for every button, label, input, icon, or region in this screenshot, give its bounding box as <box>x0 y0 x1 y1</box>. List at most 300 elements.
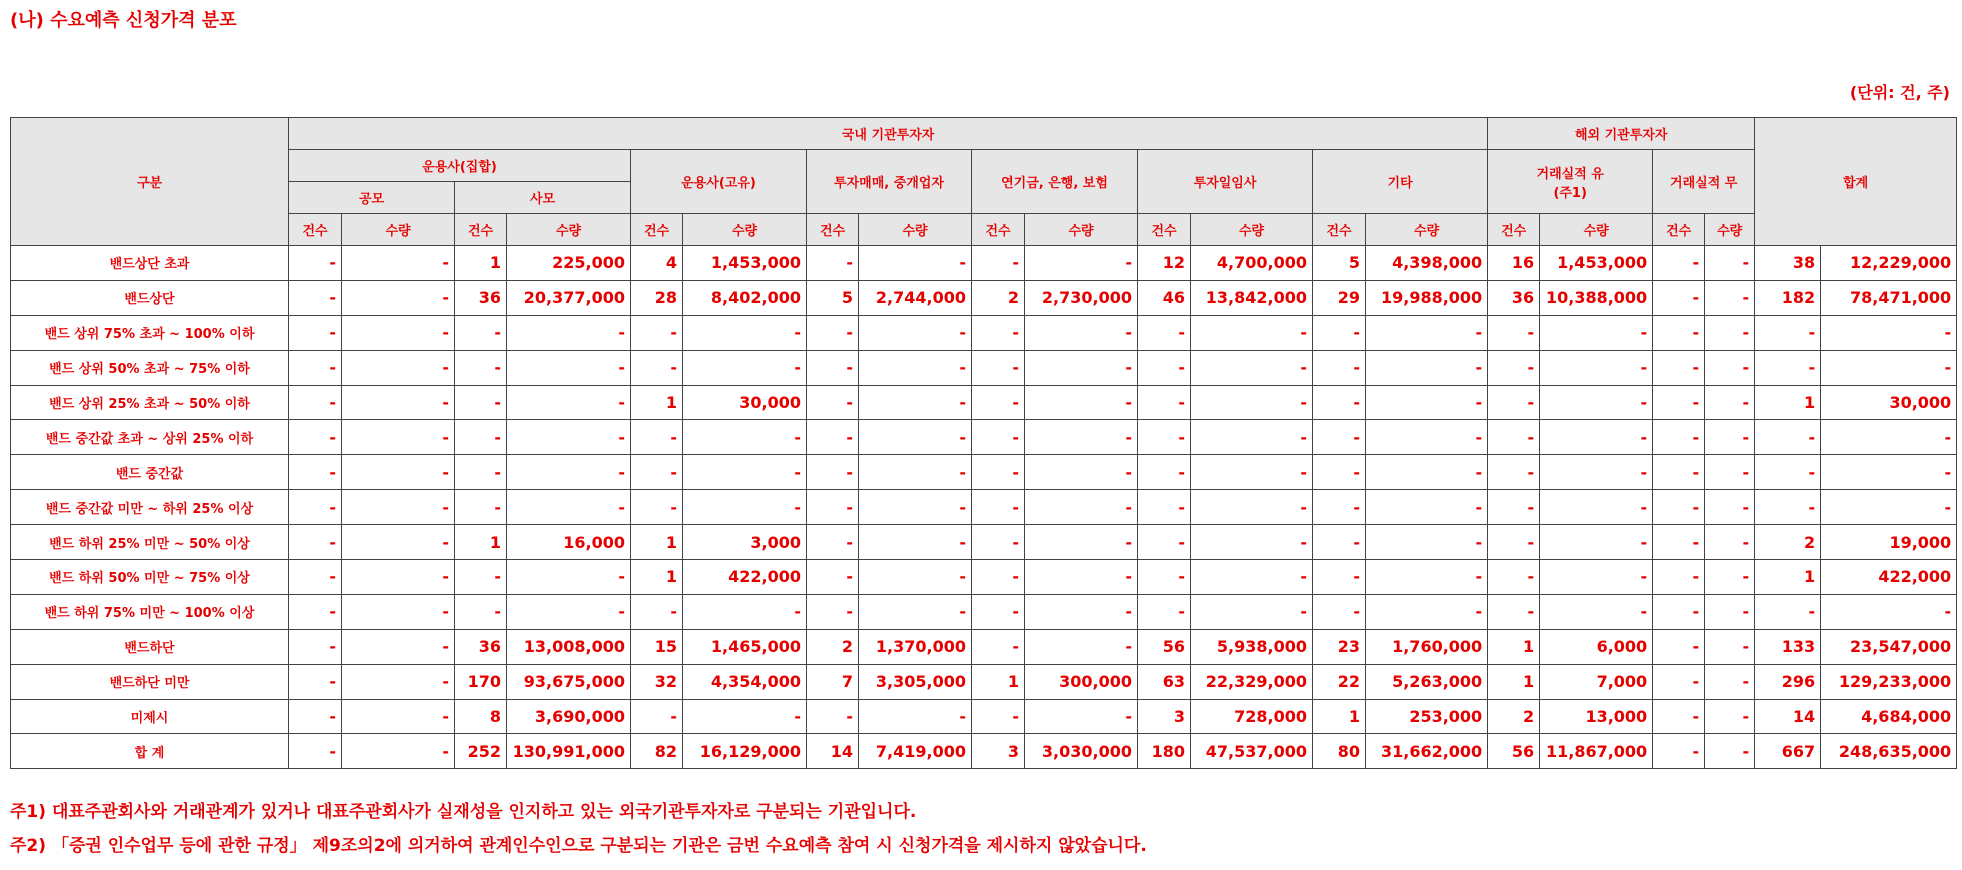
count-cell: - <box>1138 420 1191 455</box>
count-cell: 23 <box>1313 629 1366 664</box>
quantity-cell: - <box>1705 490 1755 525</box>
count-cell: - <box>1313 525 1366 560</box>
quantity-cell: - <box>1366 525 1488 560</box>
trade-record-yes-note: (주1) <box>1553 185 1587 201</box>
count-cell: - <box>289 350 342 385</box>
count-cell: - <box>1755 315 1821 350</box>
quantity-cell: 12,229,000 <box>1821 246 1957 281</box>
row-label: 밴드 중간값 미만 ~ 하위 25% 이상 <box>11 490 289 525</box>
header-public-offering: 공모 <box>289 182 455 214</box>
count-cell: - <box>972 246 1025 281</box>
count-cell: - <box>1313 560 1366 595</box>
quantity-cell: - <box>1821 315 1957 350</box>
row-label: 밴드 상위 50% 초과 ~ 75% 이하 <box>11 350 289 385</box>
header-trade-record-no: 거래실적 무 <box>1653 150 1755 214</box>
count-cell: 1 <box>1755 385 1821 420</box>
count-cell: 36 <box>455 629 507 664</box>
quantity-cell: - <box>1705 420 1755 455</box>
count-cell: - <box>1138 594 1191 629</box>
quantity-cell: 16,000 <box>507 525 631 560</box>
quantity-cell: 16,129,000 <box>683 734 807 769</box>
quantity-cell: - <box>1025 385 1138 420</box>
row-label: 밴드하단 미만 <box>11 664 289 699</box>
count-cell: - <box>1653 699 1705 734</box>
count-cell: - <box>455 420 507 455</box>
quantity-cell: - <box>1025 490 1138 525</box>
quantity-cell: 130,991,000 <box>507 734 631 769</box>
header-asset-mgmt-collective: 운용사(집합) <box>289 150 631 182</box>
subheader-count: 건수 <box>1313 214 1366 246</box>
quantity-cell: - <box>1191 385 1313 420</box>
table-body <box>11 246 1957 769</box>
count-cell: - <box>289 699 342 734</box>
count-cell: 29 <box>1313 280 1366 315</box>
count-cell: - <box>1313 350 1366 385</box>
table-row <box>11 594 1957 629</box>
count-cell: - <box>972 455 1025 490</box>
count-cell: - <box>972 699 1025 734</box>
table-row <box>11 385 1957 420</box>
footnote-2: 주2) 「증권 인수업무 등에 관한 규정」 제9조의2에 의거하여 관계인수인으로 구분되는 기관은 금번 수요예측 참여 시 신청가격을 제시하지 않았습니다. <box>10 836 1147 856</box>
count-cell: - <box>455 455 507 490</box>
row-label: 밴드 상위 25% 초과 ~ 50% 이하 <box>11 385 289 420</box>
count-cell: 133 <box>1755 629 1821 664</box>
count-cell: 46 <box>1138 280 1191 315</box>
count-cell: - <box>1313 490 1366 525</box>
count-cell: - <box>807 560 859 595</box>
quantity-cell: 19,000 <box>1821 525 1957 560</box>
subheader-row <box>11 214 1957 246</box>
count-cell: - <box>631 420 683 455</box>
quantity-cell: - <box>1821 420 1957 455</box>
subheader-quantity: 수량 <box>1191 214 1313 246</box>
table-row <box>11 560 1957 595</box>
quantity-cell: - <box>1705 350 1755 385</box>
count-cell: 296 <box>1755 664 1821 699</box>
quantity-cell: 5,263,000 <box>1366 664 1488 699</box>
count-cell: - <box>972 629 1025 664</box>
subheader-count: 건수 <box>1138 214 1191 246</box>
subheader-count: 건수 <box>807 214 859 246</box>
quantity-cell: - <box>1366 490 1488 525</box>
subheader-quantity: 수량 <box>1366 214 1488 246</box>
quantity-cell: 248,635,000 <box>1821 734 1957 769</box>
count-cell: 1 <box>455 246 507 281</box>
quantity-cell: - <box>1821 455 1957 490</box>
quantity-cell: - <box>1705 629 1755 664</box>
count-cell: - <box>807 350 859 385</box>
count-cell: 2 <box>972 280 1025 315</box>
section-title: (나) 수요예측 신청가격 분포 <box>10 10 237 31</box>
count-cell: - <box>289 629 342 664</box>
count-cell: - <box>1653 490 1705 525</box>
table-row <box>11 629 1957 664</box>
quantity-cell: - <box>859 385 972 420</box>
subheader-count: 건수 <box>1488 214 1540 246</box>
quantity-cell: 253,000 <box>1366 699 1488 734</box>
table-row <box>11 420 1957 455</box>
quantity-cell: - <box>1705 594 1755 629</box>
quantity-cell: - <box>1705 315 1755 350</box>
quantity-cell: - <box>1821 490 1957 525</box>
subheader-quantity: 수량 <box>859 214 972 246</box>
count-cell: - <box>1755 350 1821 385</box>
count-cell: - <box>631 699 683 734</box>
row-label: 밴드 중간값 <box>11 455 289 490</box>
quantity-cell: 30,000 <box>683 385 807 420</box>
quantity-cell: 3,000 <box>683 525 807 560</box>
count-cell: 180 <box>1138 734 1191 769</box>
count-cell: 28 <box>631 280 683 315</box>
quantity-cell: - <box>1025 420 1138 455</box>
count-cell: - <box>807 455 859 490</box>
count-cell: - <box>631 490 683 525</box>
count-cell: 2 <box>807 629 859 664</box>
count-cell: - <box>289 455 342 490</box>
quantity-cell: - <box>1025 315 1138 350</box>
quantity-cell: 300,000 <box>1025 664 1138 699</box>
header-investment-trading: 투자매매, 중개업자 <box>807 150 972 214</box>
quantity-cell: - <box>1191 350 1313 385</box>
quantity-cell: - <box>859 560 972 595</box>
count-cell: - <box>289 280 342 315</box>
count-cell: 1 <box>1313 699 1366 734</box>
count-cell: 56 <box>1138 629 1191 664</box>
quantity-cell: - <box>507 490 631 525</box>
count-cell: - <box>1138 385 1191 420</box>
quantity-cell: - <box>342 280 455 315</box>
quantity-cell: - <box>507 594 631 629</box>
quantity-cell: - <box>342 315 455 350</box>
quantity-cell: - <box>859 594 972 629</box>
quantity-cell: - <box>859 490 972 525</box>
count-cell: - <box>455 490 507 525</box>
quantity-cell: - <box>1540 455 1653 490</box>
quantity-cell: - <box>507 455 631 490</box>
quantity-cell: 30,000 <box>1821 385 1957 420</box>
count-cell: - <box>807 246 859 281</box>
quantity-cell: - <box>342 385 455 420</box>
quantity-cell: 1,453,000 <box>1540 246 1653 281</box>
count-cell: 3 <box>1138 699 1191 734</box>
header-private-offering: 사모 <box>455 182 631 214</box>
count-cell: 36 <box>455 280 507 315</box>
quantity-cell: - <box>1540 420 1653 455</box>
quantity-cell: 2,744,000 <box>859 280 972 315</box>
row-label: 밴드 하위 25% 미만 ~ 50% 이상 <box>11 525 289 560</box>
count-cell: - <box>1488 315 1540 350</box>
count-cell: 182 <box>1755 280 1821 315</box>
quantity-cell: 7,419,000 <box>859 734 972 769</box>
count-cell: 63 <box>1138 664 1191 699</box>
count-cell: - <box>455 350 507 385</box>
count-cell: - <box>807 420 859 455</box>
quantity-cell: - <box>1025 350 1138 385</box>
row-label: 밴드 중간값 초과 ~ 상위 25% 이하 <box>11 420 289 455</box>
header-others: 기타 <box>1313 150 1488 214</box>
quantity-cell: - <box>1025 594 1138 629</box>
quantity-cell: 20,377,000 <box>507 280 631 315</box>
count-cell: - <box>1488 420 1540 455</box>
quantity-cell: - <box>342 664 455 699</box>
header-investment-advisory: 투자일임사 <box>1138 150 1313 214</box>
count-cell: - <box>289 246 342 281</box>
count-cell: - <box>631 315 683 350</box>
count-cell: - <box>1653 734 1705 769</box>
subheader-quantity: 수량 <box>1025 214 1138 246</box>
row-label: 밴드 상위 75% 초과 ~ 100% 이하 <box>11 315 289 350</box>
count-cell: - <box>807 699 859 734</box>
count-cell: 56 <box>1488 734 1540 769</box>
count-cell: - <box>972 350 1025 385</box>
count-cell: 32 <box>631 664 683 699</box>
count-cell: 5 <box>807 280 859 315</box>
quantity-cell: - <box>342 560 455 595</box>
count-cell: - <box>1653 280 1705 315</box>
quantity-cell: - <box>1540 594 1653 629</box>
quantity-cell: - <box>342 455 455 490</box>
quantity-cell: 13,008,000 <box>507 629 631 664</box>
quantity-cell: - <box>1025 629 1138 664</box>
count-cell: 8 <box>455 699 507 734</box>
quantity-cell: 11,867,000 <box>1540 734 1653 769</box>
count-cell: 1 <box>631 385 683 420</box>
quantity-cell: 93,675,000 <box>507 664 631 699</box>
row-label: 밴드 하위 75% 미만 ~ 100% 이상 <box>11 594 289 629</box>
quantity-cell: - <box>1705 246 1755 281</box>
table-row <box>11 315 1957 350</box>
count-cell: 170 <box>455 664 507 699</box>
quantity-cell: - <box>1540 490 1653 525</box>
table-row <box>11 246 1957 281</box>
quantity-cell: 8,402,000 <box>683 280 807 315</box>
quantity-cell: - <box>1540 315 1653 350</box>
quantity-cell: - <box>1366 385 1488 420</box>
count-cell: - <box>1653 315 1705 350</box>
quantity-cell: - <box>342 699 455 734</box>
count-cell: - <box>972 490 1025 525</box>
count-cell: - <box>807 490 859 525</box>
count-cell: - <box>1138 315 1191 350</box>
count-cell: - <box>631 455 683 490</box>
row-label: 밴드 하위 50% 미만 ~ 75% 이상 <box>11 560 289 595</box>
count-cell: - <box>1653 385 1705 420</box>
quantity-cell: 422,000 <box>1821 560 1957 595</box>
quantity-cell: 47,537,000 <box>1191 734 1313 769</box>
quantity-cell: - <box>683 350 807 385</box>
quantity-cell: - <box>1705 280 1755 315</box>
quantity-cell: - <box>342 734 455 769</box>
count-cell: - <box>972 385 1025 420</box>
header-pension-bank-insurance: 연기금, 은행, 보험 <box>972 150 1138 214</box>
quantity-cell: - <box>859 455 972 490</box>
count-cell: - <box>1488 525 1540 560</box>
quantity-cell: - <box>342 525 455 560</box>
quantity-cell: 4,354,000 <box>683 664 807 699</box>
count-cell: - <box>1653 455 1705 490</box>
quantity-cell: - <box>1025 246 1138 281</box>
count-cell: 14 <box>807 734 859 769</box>
count-cell: - <box>1138 525 1191 560</box>
header-domestic-investors: 국내 기관투자자 <box>289 118 1488 150</box>
count-cell: 38 <box>1755 246 1821 281</box>
table-row <box>11 664 1957 699</box>
quantity-cell: - <box>507 315 631 350</box>
count-cell: - <box>972 420 1025 455</box>
count-cell: - <box>455 315 507 350</box>
quantity-cell: 4,700,000 <box>1191 246 1313 281</box>
header-asset-mgmt-proprietary: 운용사(고유) <box>631 150 807 214</box>
table-row <box>11 280 1957 315</box>
count-cell: - <box>1313 420 1366 455</box>
count-cell: 2 <box>1755 525 1821 560</box>
quantity-cell: - <box>683 315 807 350</box>
count-cell: - <box>289 490 342 525</box>
quantity-cell: - <box>859 525 972 560</box>
count-cell: - <box>972 525 1025 560</box>
quantity-cell: - <box>1191 315 1313 350</box>
count-cell: 1 <box>631 560 683 595</box>
count-cell: - <box>1488 560 1540 595</box>
quantity-cell: - <box>1191 455 1313 490</box>
row-label: 밴드상단 <box>11 280 289 315</box>
quantity-cell: - <box>342 629 455 664</box>
quantity-cell: 10,388,000 <box>1540 280 1653 315</box>
quantity-cell: 3,305,000 <box>859 664 972 699</box>
count-cell: - <box>289 385 342 420</box>
count-cell: - <box>1653 560 1705 595</box>
subheader-quantity: 수량 <box>507 214 631 246</box>
count-cell: - <box>1653 664 1705 699</box>
quantity-cell: - <box>1191 560 1313 595</box>
count-cell: - <box>1488 490 1540 525</box>
count-cell: - <box>972 560 1025 595</box>
count-cell: - <box>1755 455 1821 490</box>
quantity-cell: 31,662,000 <box>1366 734 1488 769</box>
count-cell: - <box>1488 350 1540 385</box>
quantity-cell: 3,690,000 <box>507 699 631 734</box>
quantity-cell: - <box>342 490 455 525</box>
subheader-quantity: 수량 <box>683 214 807 246</box>
count-cell: 22 <box>1313 664 1366 699</box>
count-cell: - <box>1313 594 1366 629</box>
count-cell: - <box>1488 385 1540 420</box>
count-cell: - <box>1653 350 1705 385</box>
count-cell: 1 <box>1755 560 1821 595</box>
quantity-cell: - <box>1366 455 1488 490</box>
count-cell: - <box>631 350 683 385</box>
subheader-count: 건수 <box>455 214 507 246</box>
quantity-cell: 129,233,000 <box>1821 664 1957 699</box>
header-category: 구분 <box>11 118 289 246</box>
count-cell: - <box>807 385 859 420</box>
quantity-cell: - <box>859 350 972 385</box>
trade-record-yes-label: 거래실적 유 <box>1536 166 1604 182</box>
count-cell: - <box>1653 246 1705 281</box>
count-cell: - <box>807 525 859 560</box>
count-cell: - <box>1313 315 1366 350</box>
subheader-quantity: 수량 <box>1705 214 1755 246</box>
count-cell: - <box>289 525 342 560</box>
quantity-cell: 225,000 <box>507 246 631 281</box>
quantity-cell: - <box>342 594 455 629</box>
table-row <box>11 699 1957 734</box>
quantity-cell: 13,842,000 <box>1191 280 1313 315</box>
count-cell: 80 <box>1313 734 1366 769</box>
footnote-1: 주1) 대표주관회사와 거래관계가 있거나 대표주관회사가 실재성을 인지하고 있는 외국기관투자자로 구분되는 기관입니다. <box>10 802 917 822</box>
quantity-cell: 23,547,000 <box>1821 629 1957 664</box>
quantity-cell: 1,370,000 <box>859 629 972 664</box>
table-row <box>11 525 1957 560</box>
quantity-cell: - <box>683 490 807 525</box>
quantity-cell: - <box>342 420 455 455</box>
quantity-cell: - <box>1705 525 1755 560</box>
quantity-cell: - <box>507 385 631 420</box>
quantity-cell: 4,398,000 <box>1366 246 1488 281</box>
quantity-cell: 1,453,000 <box>683 246 807 281</box>
count-cell: - <box>289 420 342 455</box>
quantity-cell: 19,988,000 <box>1366 280 1488 315</box>
quantity-cell: 22,329,000 <box>1191 664 1313 699</box>
count-cell: 1 <box>1488 664 1540 699</box>
count-cell: 667 <box>1755 734 1821 769</box>
quantity-cell: - <box>1191 490 1313 525</box>
quantity-cell: - <box>1705 385 1755 420</box>
quantity-cell: - <box>1540 350 1653 385</box>
count-cell: 12 <box>1138 246 1191 281</box>
count-cell: 7 <box>807 664 859 699</box>
count-cell: 36 <box>1488 280 1540 315</box>
quantity-cell: - <box>1821 594 1957 629</box>
quantity-cell: - <box>1705 560 1755 595</box>
count-cell: 3 <box>972 734 1025 769</box>
unit-label: (단위: 건, 주) <box>1849 83 1950 102</box>
count-cell: 82 <box>631 734 683 769</box>
subheader-count: 건수 <box>1653 214 1705 246</box>
count-cell: - <box>807 594 859 629</box>
table-row <box>11 455 1957 490</box>
count-cell: - <box>289 315 342 350</box>
count-cell: - <box>455 560 507 595</box>
quantity-cell: 6,000 <box>1540 629 1653 664</box>
quantity-cell: - <box>859 420 972 455</box>
quantity-cell: - <box>1540 560 1653 595</box>
footnotes <box>10 795 1147 863</box>
quantity-cell: 4,684,000 <box>1821 699 1957 734</box>
count-cell: - <box>1138 350 1191 385</box>
subheader-count: 건수 <box>972 214 1025 246</box>
quantity-cell: 78,471,000 <box>1821 280 1957 315</box>
table-row <box>11 734 1957 769</box>
quantity-cell: - <box>1366 420 1488 455</box>
quantity-cell: - <box>1540 385 1653 420</box>
quantity-cell: - <box>683 594 807 629</box>
count-cell: - <box>289 664 342 699</box>
quantity-cell: - <box>1705 734 1755 769</box>
quantity-cell: 13,000 <box>1540 699 1653 734</box>
quantity-cell: 7,000 <box>1540 664 1653 699</box>
count-cell: 15 <box>631 629 683 664</box>
count-cell: - <box>1653 594 1705 629</box>
count-cell: 1 <box>455 525 507 560</box>
count-cell: 4 <box>631 246 683 281</box>
count-cell: - <box>972 594 1025 629</box>
count-cell: 2 <box>1488 699 1540 734</box>
row-label: 미제시 <box>11 699 289 734</box>
count-cell: - <box>455 594 507 629</box>
quantity-cell: - <box>683 699 807 734</box>
count-cell: 5 <box>1313 246 1366 281</box>
